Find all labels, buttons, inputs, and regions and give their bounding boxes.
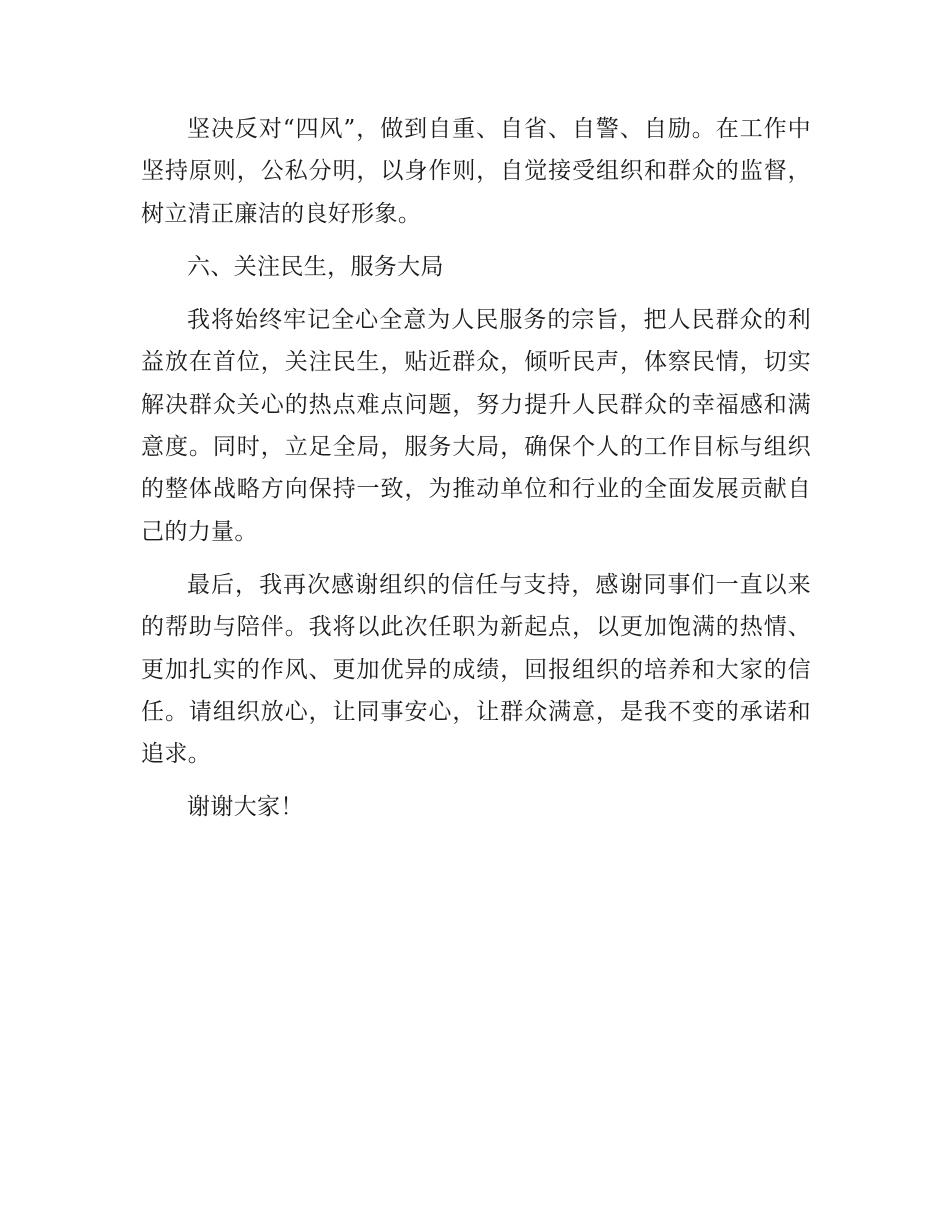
paragraph-thanks: 谢谢大家！ (187, 794, 304, 821)
paragraph-integrity: 坚决反对“四风”，做到自重、自省、自警、自励。在工作中坚持原则，公私分明，以身作则，自觉接受组织和群众的监督，树立清正廉洁的良好形象。 (141, 116, 811, 227)
section-heading-six: 六、关注民生，服务大局 (187, 253, 444, 280)
paragraph-closing: 最后，我再次感谢组织的信任与支持，感谢同事们一直以来的帮助与陪伴。我将以此次任职为新起点，以更加饱满的热情、更加扎实的作风、更加优异的成绩，回报组织的培养和大家的信任。请组织放心，让同事安心，让群众满意，是我不变的承诺和追求。 (141, 571, 811, 768)
paragraph-livelihood: 我将始终牢记全心全意为人民服务的宗旨，把人民群众的利益放在首位，关注民生，贴近群众，倾听民声，体察民情，切实解决群众关心的热点难点问题，努力提升人民群众的幸福感和满意度。同时，立足全局，服务大局，确保个人的工作目标与组织的整体战略方向保持一致，为推动单位和行业的全面发展贡献自己的力量。 (141, 307, 811, 545)
document-body (141, 108, 811, 840)
